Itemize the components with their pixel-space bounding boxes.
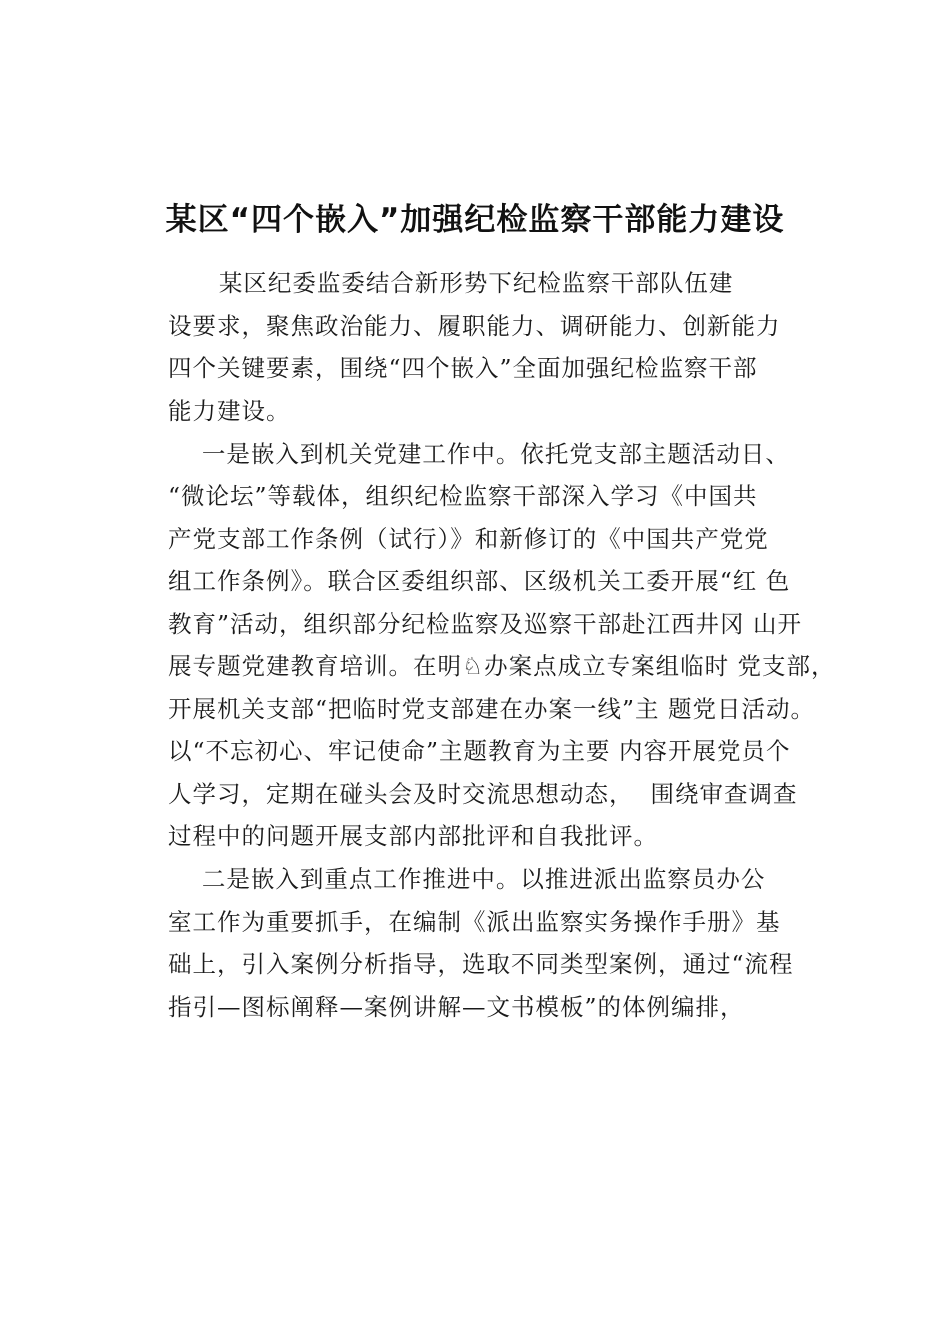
paragraph-line: 能力建设。 xyxy=(168,396,291,425)
paragraph-line: 础上，引入案例分析指导，选取不同类型案例，通过“流程 xyxy=(168,950,794,978)
paragraph-line: 以“不忘初心、牢记使命”主题教育为主要 内容开展党员个 xyxy=(168,737,791,765)
paragraph-line: 设要求，聚焦政治能力、履职能力、调研能力、创新能力 xyxy=(168,311,781,340)
paragraph-party-building xyxy=(168,433,848,858)
paragraph-line: 组工作条例》。联合区委组织部、区级机关工委开展“红 色 xyxy=(168,567,791,595)
paragraph-line: 过程中的问题开展支部内部批评和自我批评。 xyxy=(168,822,658,850)
paragraph-line: “微论坛”等载体，组织纪检监察干部深入学习《中国共 xyxy=(168,482,758,510)
paragraph-line: 教育”活动，组织部分纪检监察及巡察干部赴江西井冈 山开 xyxy=(168,609,802,638)
paragraph-line: 指引—图标阐释—案例讲解—文书模板”的体例编排， xyxy=(168,992,745,1021)
paragraph-line: 某区纪委监委结合新形势下纪检监察干部队伍建 xyxy=(168,269,734,297)
paragraph-line: 人学习，定期在碰头会及时交流思想动态， 围绕审查调查 xyxy=(168,779,798,808)
document-title: 某区“四个嵌入”加强纪检监察干部能力建设 xyxy=(165,202,785,238)
paragraph-intro xyxy=(168,262,848,432)
paragraph-line: 产党支部工作条例（试行）》和新修订的《中国共产党党 xyxy=(168,524,769,553)
document-body xyxy=(168,262,848,1028)
paragraph-line: 展专题党建教育培训。在明♘办案点成立专案组临时 党支部， xyxy=(168,652,836,680)
paragraph-line: 开展机关支部“把临时党支部建在办案一线”主 题党日活动。 xyxy=(168,694,815,723)
paragraph-key-work xyxy=(168,858,848,1028)
paragraph-line: 室工作为重要抓手，在编制《派出监察实务操作手册》基 xyxy=(168,907,781,936)
paragraph-line: 二是嵌入到重点工作推进中。以推进派出监察员办公 xyxy=(168,865,766,893)
paragraph-line: 四个关键要素，围绕“四个嵌入”全面加强纪检监察干部 xyxy=(168,354,758,382)
paragraph-line: 一是嵌入到机关党建工作中。依托党支部主题活动日、 xyxy=(168,439,790,468)
